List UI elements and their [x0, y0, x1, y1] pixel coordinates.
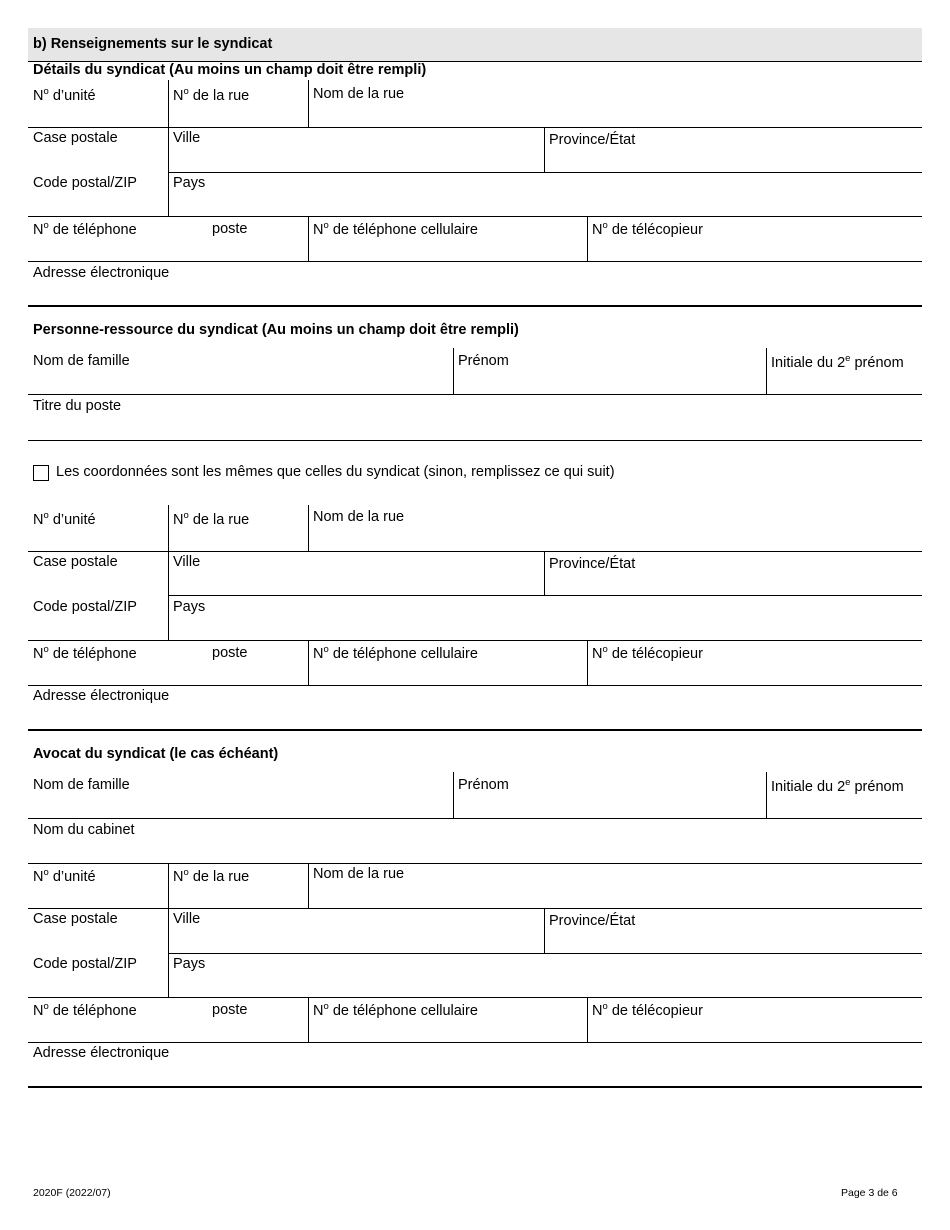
divider	[453, 348, 454, 394]
divider	[308, 640, 309, 685]
lawyer-street-no-label: $N^o$ de la rue	[173, 867, 250, 885]
union-street-name-label: Nom de la rue	[313, 86, 405, 102]
union-email-label: Adresse électronique	[33, 265, 170, 281]
divider	[766, 348, 767, 394]
section-divider	[28, 305, 922, 307]
divider	[168, 172, 169, 216]
union-details-title: Détails du syndicat (Au moins un champ doit être rempli)	[33, 62, 427, 78]
divider	[453, 772, 454, 818]
divider	[28, 440, 922, 441]
contact-country-label: Pays	[173, 599, 206, 615]
divider	[544, 908, 545, 953]
union-country-field[interactable]	[169, 173, 922, 216]
union-city-field[interactable]	[169, 128, 544, 172]
divider	[168, 80, 169, 127]
lawyer-ext-label: poste	[212, 1002, 248, 1018]
divider	[168, 551, 169, 595]
union-province-label: Province/État	[549, 132, 636, 148]
contact-city-label: Ville	[173, 554, 201, 570]
divider	[587, 216, 588, 261]
divider	[308, 80, 309, 127]
lawyer-phone-label: $N^o$ de téléphone	[33, 1001, 137, 1019]
contact-street-no-label: $N^o$ de la rue	[173, 510, 250, 528]
divider	[544, 128, 545, 172]
lawyer-title: Avocat du syndicat (le cas échéant)	[33, 746, 279, 762]
contact-title: Personne-ressource du syndicat (Au moins un champ doit être rempli)	[33, 322, 519, 338]
contact-last-name-label: Nom de famille	[33, 353, 130, 369]
divider	[587, 640, 588, 685]
contact-po-box-label: Case postale	[33, 554, 118, 570]
divider	[587, 997, 588, 1042]
lawyer-street-name-label: Nom de la rue	[313, 866, 405, 882]
section-header-title: b) Renseignements sur le syndicat	[33, 36, 273, 52]
contact-middle-initial-label: Initiale du 2e prénom	[771, 353, 904, 371]
union-city-label: Ville	[173, 130, 201, 146]
union-cell-label: $N^o$ de téléphone cellulaire	[313, 220, 478, 238]
contact-fax-label: $N^o$ de télécopieur	[592, 644, 703, 662]
contact-ext-label: poste	[212, 645, 248, 661]
lawyer-city-label: Ville	[173, 911, 201, 927]
same-as-union-checkbox[interactable]	[33, 465, 49, 481]
divider	[308, 505, 309, 551]
lawyer-province-label: Province/État	[549, 913, 636, 929]
union-ext-label: poste	[212, 221, 248, 237]
section-divider	[28, 1086, 922, 1088]
union-street-no-label: $N^o$ de la rue	[173, 86, 250, 104]
divider	[168, 128, 169, 172]
same-as-union-label: Les coordonnées sont les mêmes que celles du syndicat (sinon, remplissez ce qui suit)	[56, 464, 615, 480]
contact-unit-no-label: $N^o$ d’unité	[33, 510, 96, 528]
divider	[168, 505, 169, 551]
divider	[168, 908, 169, 953]
divider	[168, 953, 169, 997]
page-number: Page 3 de 6	[841, 1187, 898, 1199]
union-postal-label: Code postal/ZIP	[33, 175, 137, 191]
lawyer-first-name-label: Prénom	[458, 777, 509, 793]
union-phone-label: $N^o$ de téléphone	[33, 220, 137, 238]
lawyer-email-label: Adresse électronique	[33, 1045, 170, 1061]
lawyer-po-box-label: Case postale	[33, 911, 118, 927]
contact-phone-label: $N^o$ de téléphone	[33, 644, 137, 662]
lawyer-last-name-label: Nom de famille	[33, 777, 130, 793]
divider	[308, 863, 309, 908]
lawyer-country-field[interactable]	[169, 954, 922, 997]
lawyer-middle-initial-label: Initiale du 2e prénom	[771, 777, 904, 795]
lawyer-firm-field[interactable]	[28, 819, 922, 863]
divider	[168, 863, 169, 908]
form-id: 2020F (2022/07)	[33, 1187, 111, 1199]
contact-first-name-label: Prénom	[458, 353, 509, 369]
contact-cell-label: $N^o$ de téléphone cellulaire	[313, 644, 478, 662]
union-fax-label: $N^o$ de télécopieur	[592, 220, 703, 238]
lawyer-postal-label: Code postal/ZIP	[33, 956, 137, 972]
divider	[308, 216, 309, 261]
lawyer-cell-label: $N^o$ de téléphone cellulaire	[313, 1001, 478, 1019]
contact-country-field[interactable]	[169, 596, 922, 640]
divider	[308, 997, 309, 1042]
section-divider	[28, 729, 922, 731]
divider	[168, 595, 169, 640]
lawyer-fax-label: $N^o$ de télécopieur	[592, 1001, 703, 1019]
contact-province-label: Province/État	[549, 556, 636, 572]
union-unit-no-label: $N^o$ d’unité	[33, 86, 96, 104]
lawyer-country-label: Pays	[173, 956, 206, 972]
contact-city-field[interactable]	[169, 552, 544, 595]
divider	[544, 551, 545, 595]
contact-email-label: Adresse électronique	[33, 688, 170, 704]
contact-job-title-field[interactable]	[28, 395, 922, 439]
contact-job-title-label: Titre du poste	[33, 398, 122, 414]
lawyer-unit-no-label: $N^o$ d’unité	[33, 867, 96, 885]
lawyer-firm-label: Nom du cabinet	[33, 822, 135, 838]
union-po-box-label: Case postale	[33, 130, 118, 146]
union-country-label: Pays	[173, 175, 206, 191]
divider	[766, 772, 767, 818]
lawyer-city-field[interactable]	[169, 909, 544, 953]
contact-street-name-label: Nom de la rue	[313, 509, 405, 525]
contact-postal-label: Code postal/ZIP	[33, 599, 137, 615]
